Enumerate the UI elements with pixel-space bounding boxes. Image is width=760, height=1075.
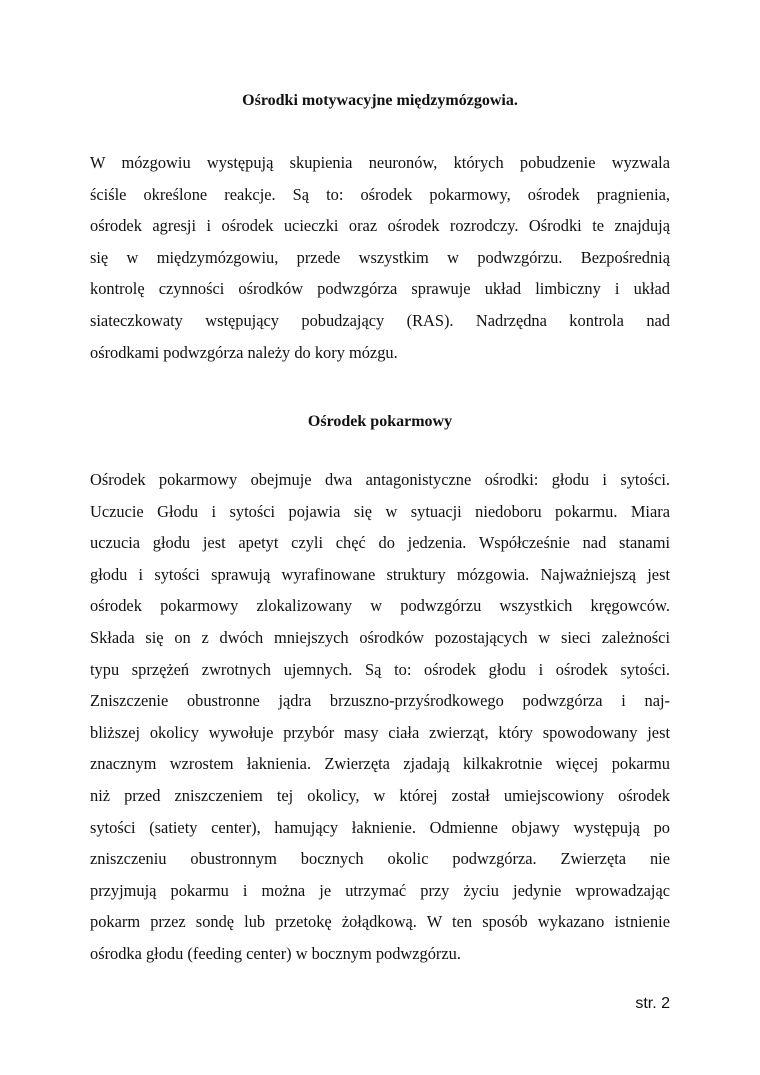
paragraph-feeding-center <box>90 464 670 970</box>
text-line: głodu i sytości sprawują wyrafinowane struktury mózgowia. Najważniejszą jest <box>90 564 670 584</box>
text-line: Składa się on z dwóch mniejszych ośrodków pozostających w sieci zależności <box>90 627 670 647</box>
text-line: przyjmują pokarmu i można je utrzymać przy życiu jedynie wprowadzając <box>90 880 670 900</box>
text-line: siateczkowaty wstępujący pobudzający (RAS). Nadrzędna kontrola nad <box>90 310 670 330</box>
text-line: typu sprzężeń zwrotnych ujemnych. Są to: ośrodek głodu i ośrodek sytości. <box>90 659 670 679</box>
text-line: niż przed zniszczeniem tej okolicy, w której został umiejscowiony ośrodek <box>90 785 670 805</box>
section-heading: Ośrodek pokarmowy <box>307 413 453 430</box>
text-line: W mózgowiu występują skupienia neuronów, których pobudzenie wyzwala <box>90 153 670 172</box>
text-line: Ośrodek pokarmowy obejmuje dwa antagonistyczne ośrodki: głodu i sytości. <box>90 470 670 489</box>
text-line: ośrodka głodu (feeding center) w bocznym podwzgórzu. <box>90 943 461 963</box>
paragraph-intro <box>90 147 670 368</box>
text-line: kontrolę czynności ośrodków podwzgórza sprawuje układ limbiczny i układ <box>90 279 670 299</box>
text-line: sytości (satiety center), hamujący łaknienie. Odmienne objawy występują po <box>90 817 670 837</box>
text-line: uczucia głodu jest apetyt czyli chęć do jedzenia. Współcześnie nad stanami <box>90 533 670 553</box>
text-line: Uczucie Głodu i sytości pojawia się w sytuacji niedoboru pokarmu. Miara <box>90 501 670 521</box>
text-line: znacznym wzrostem łaknienia. Zwierzęta zjadają kilkakrotnie więcej pokarmu <box>90 754 670 774</box>
text-line: zniszczeniu obustronnym bocznych okolic podwzgórza. Zwierzęta nie <box>90 849 670 869</box>
document-title: Ośrodki motywacyjne międzymózgowia. <box>242 92 518 109</box>
text-line: Zniszczenie obustronne jądra brzuszno-przyśrodkowego podwzgórza i naj- <box>90 691 670 711</box>
text-line: ośrodek pokarmowy zlokalizowany w podwzgórzu wszystkich kręgowców. <box>90 596 670 616</box>
text-line: ośrodek agresji i ośrodek ucieczki oraz ośrodek rozrodczy. Ośrodki te znajdują <box>90 216 670 236</box>
page-number: str. 2 <box>635 995 670 1012</box>
text-line: ośrodkami podwzgórza należy do kory mózgu. <box>90 342 398 362</box>
text-line: się w międzymózgowiu, przede wszystkim w podwzgórzu. Bezpośrednią <box>90 247 670 267</box>
text-line: ściśle określone reakcje. Są to: ośrodek pokarmowy, ośrodek pragnienia, <box>90 184 670 204</box>
text-line: pokarm przez sondę lub przetokę żołądkową. W ten sposób wykazano istnienie <box>90 912 670 932</box>
text-line: bliższej okolicy wywołuje przybór masy ciała zwierząt, który spowodowany jest <box>90 722 670 742</box>
